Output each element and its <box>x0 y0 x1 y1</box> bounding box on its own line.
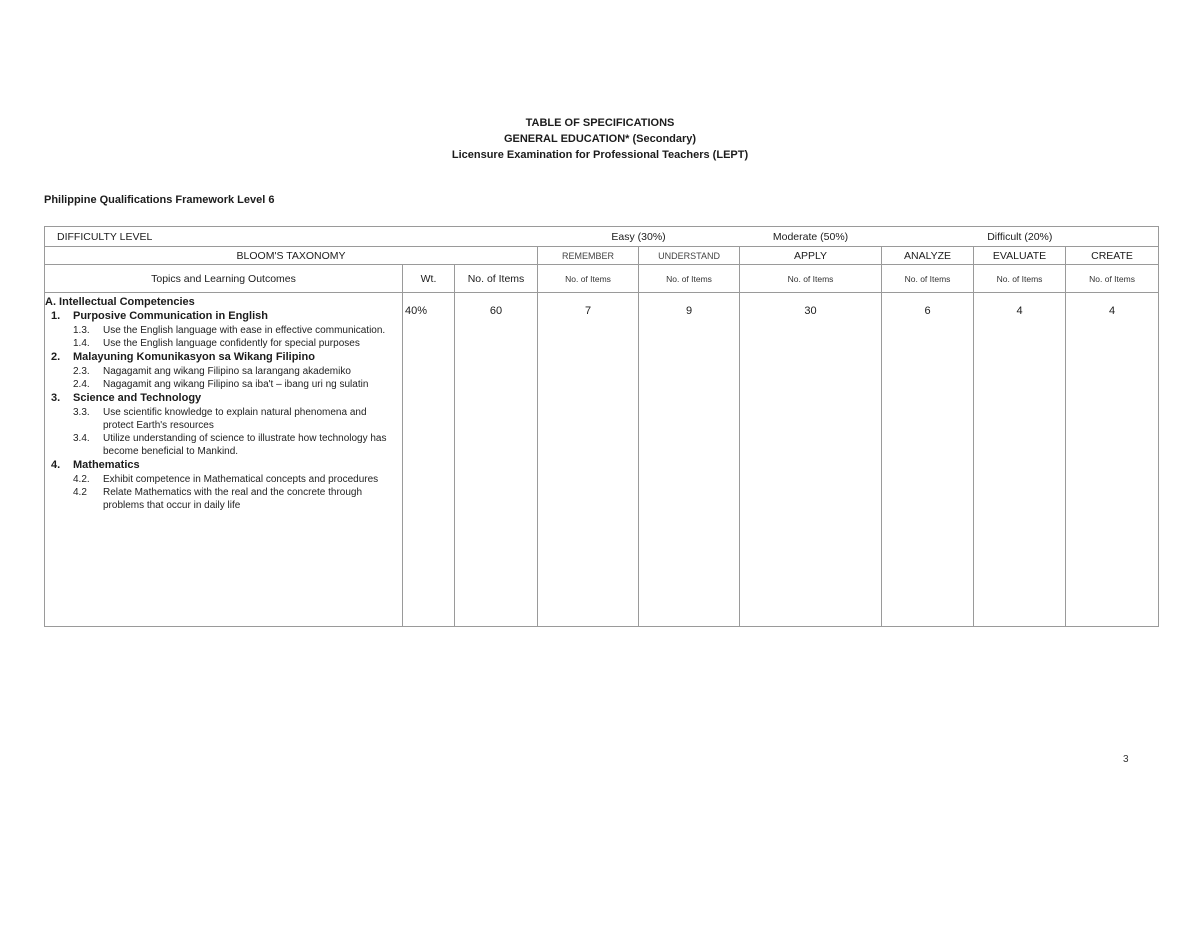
create-items-header: No. of Items <box>1066 265 1159 293</box>
topic-item <box>51 391 402 406</box>
topic-name: Purposive Communication in English <box>73 310 268 322</box>
outcome-text: Exhibit competence in Mathematical concepts and procedures <box>103 474 379 485</box>
outcome-text: Use scientific knowledge to explain natural phenomena and protect Earth's resources <box>103 407 367 431</box>
learning-outcome <box>73 432 394 458</box>
outcome-number: 3.4. <box>73 433 90 444</box>
weight-header: Wt. <box>403 265 455 293</box>
outcome-text: Nagagamit ang wikang Filipino sa iba't – ibang uri ng sulatin <box>103 379 369 390</box>
learning-outcome <box>73 486 394 512</box>
outcome-text: Utilize understanding of science to illustrate how technology has become beneficial to Mankind. <box>103 433 387 457</box>
column-header-row <box>45 265 1159 293</box>
topic-number: 2. <box>51 351 61 363</box>
understand-items-header: No. of Items <box>639 265 740 293</box>
specifications-table <box>44 226 1159 627</box>
document-title: TABLE OF SPECIFICATIONS <box>525 117 675 129</box>
level-remember: REMEMBER <box>538 247 639 265</box>
analyze-items-header: No. of Items <box>882 265 974 293</box>
exam-name: Licensure Examination for Professional Teachers (LEPT) <box>451 149 749 161</box>
level-analyze: ANALYZE <box>882 247 974 265</box>
items-header: No. of Items <box>455 265 538 293</box>
level-evaluate: EVALUATE <box>974 247 1066 265</box>
learning-outcome <box>73 324 394 337</box>
bloom-row <box>45 247 1159 265</box>
learning-outcome <box>73 406 394 432</box>
outcome-number: 3.3. <box>73 407 90 418</box>
apply-value: 30 <box>740 293 882 627</box>
apply-items-header: No. of Items <box>740 265 882 293</box>
learning-outcome <box>73 473 394 486</box>
outcome-number: 2.4. <box>73 379 90 390</box>
evaluate-value: 4 <box>974 293 1066 627</box>
remember-items-header: No. of Items <box>538 265 639 293</box>
difficult-label: Difficult (20%) <box>882 227 1159 247</box>
outcome-text: Use the English language with ease in effective communication. <box>103 325 386 336</box>
remember-value: 7 <box>538 293 639 627</box>
level-apply: APPLY <box>740 247 882 265</box>
framework-label: Philippine Qualifications Framework Level 6 <box>44 194 275 206</box>
topics-cell <box>45 293 403 627</box>
topics-list <box>45 309 402 512</box>
section-title: A. Intellectual Competencies <box>45 296 195 308</box>
create-value: 4 <box>1066 293 1159 627</box>
difficulty-level-label: DIFFICULTY LEVEL <box>45 227 538 247</box>
topic-name: Mathematics <box>73 459 140 471</box>
document-subtitle: GENERAL EDUCATION* (Secondary) <box>503 133 697 145</box>
bloom-taxonomy-label: BLOOM'S TAXONOMY <box>45 247 538 265</box>
learning-outcome <box>73 365 394 378</box>
evaluate-items-header: No. of Items <box>974 265 1066 293</box>
page-number: 3 <box>1123 754 1129 765</box>
items-value: 60 <box>455 293 538 627</box>
understand-value: 9 <box>639 293 740 627</box>
document-header <box>0 115 1200 163</box>
outcome-number: 4.2. <box>73 474 90 485</box>
level-create: CREATE <box>1066 247 1159 265</box>
easy-label: Easy (30%) <box>538 227 740 247</box>
topic-number: 4. <box>51 459 61 471</box>
level-understand: UNDERSTAND <box>639 247 740 265</box>
topics-header: Topics and Learning Outcomes <box>45 265 403 293</box>
difficulty-row <box>45 227 1159 247</box>
weight-value: 40% <box>403 293 455 627</box>
outcome-text: Nagagamit ang wikang Filipino sa larangang akademiko <box>103 366 351 377</box>
outcome-text: Use the English language confidently for special purposes <box>103 338 360 349</box>
moderate-label: Moderate (50%) <box>740 227 882 247</box>
topic-name: Malayuning Komunikasyon sa Wikang Filipino <box>73 351 315 363</box>
topic-item <box>51 350 402 365</box>
topic-number: 1. <box>51 310 61 322</box>
outcome-number: 2.3. <box>73 366 90 377</box>
topic-name: Science and Technology <box>73 392 202 404</box>
analyze-value: 6 <box>882 293 974 627</box>
outcome-number: 1.3. <box>73 325 90 336</box>
outcome-text: Relate Mathematics with the real and the concrete through problems that occur in daily life <box>103 487 363 511</box>
learning-outcome <box>73 337 394 350</box>
topic-item <box>51 458 402 473</box>
topic-number: 3. <box>51 392 61 404</box>
outcome-number: 4.2 <box>73 487 87 498</box>
topic-item <box>51 309 402 324</box>
intellectual-competencies-row <box>45 293 1159 627</box>
learning-outcome <box>73 378 394 391</box>
outcome-number: 1.4. <box>73 338 90 349</box>
